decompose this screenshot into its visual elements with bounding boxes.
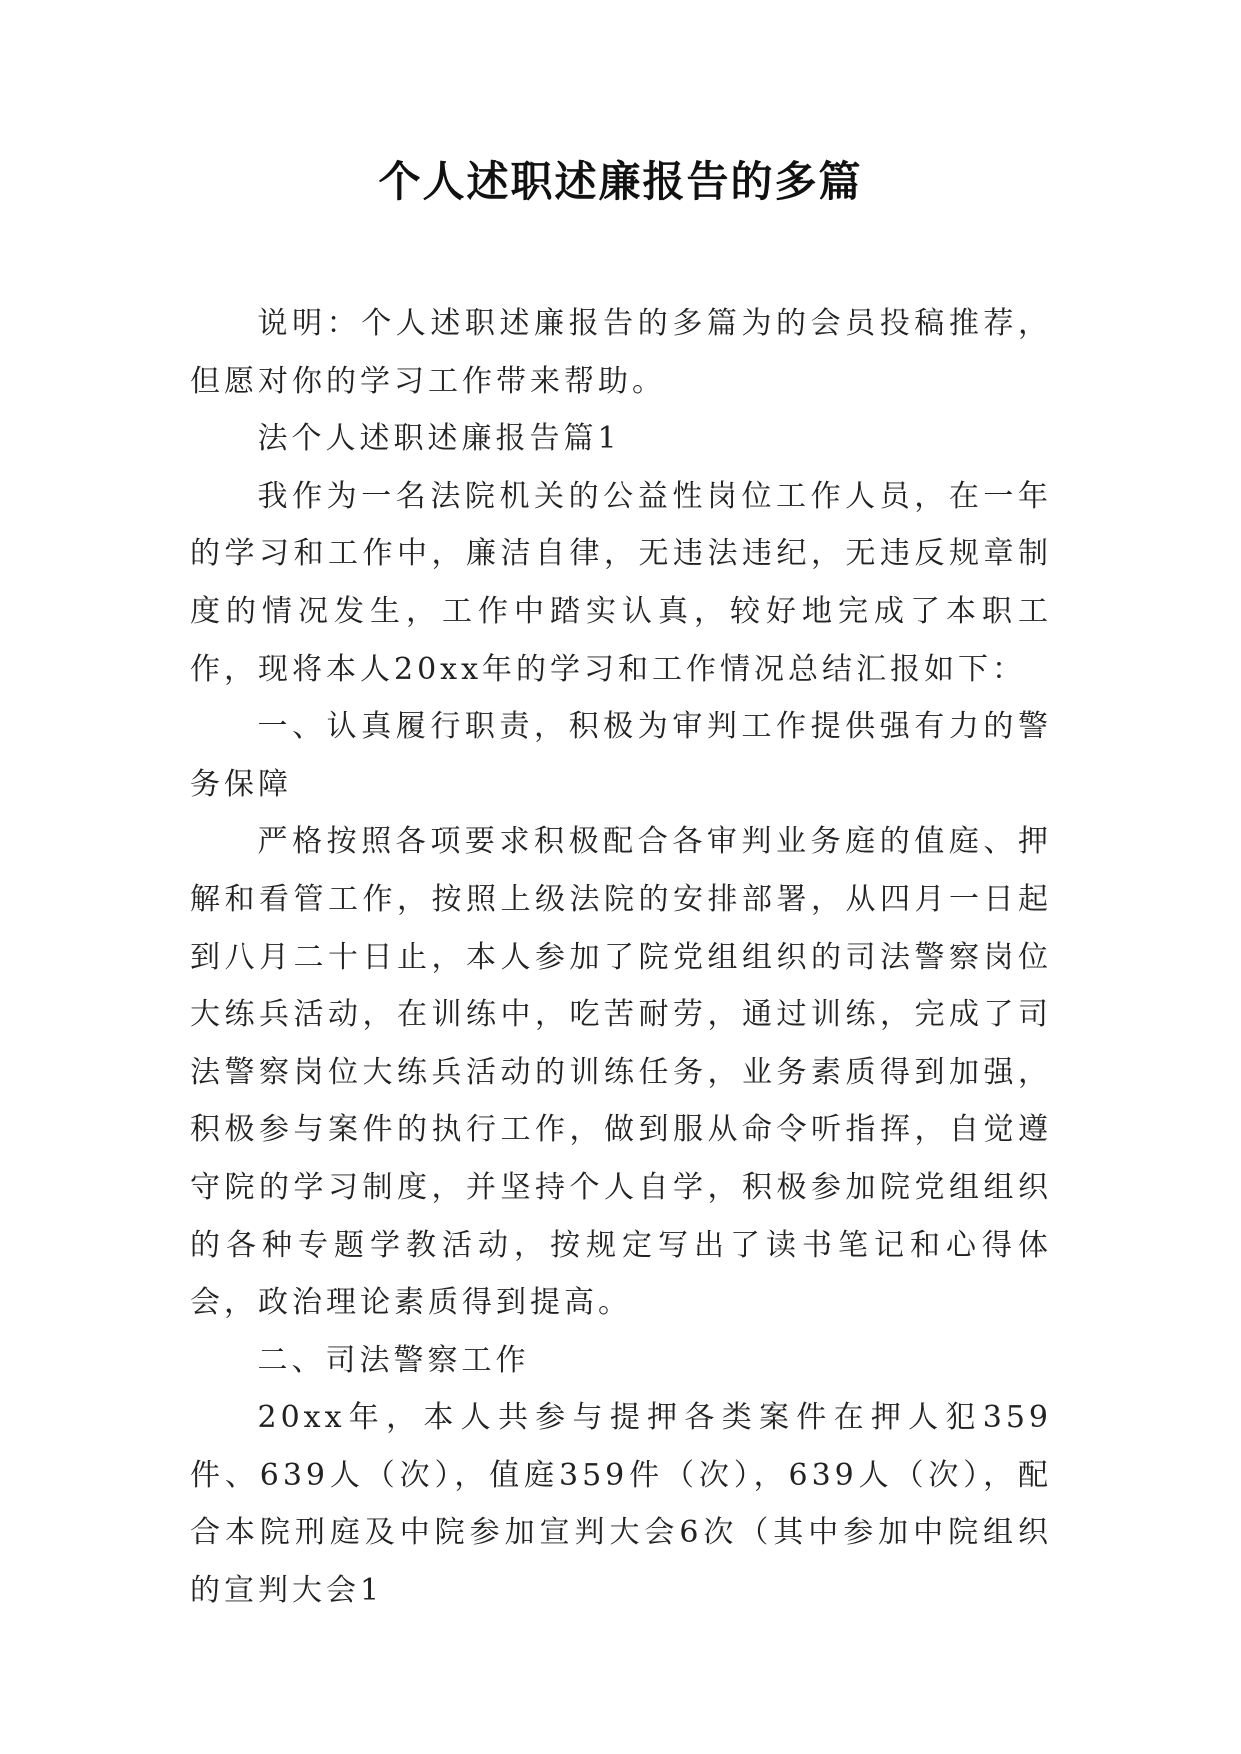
subsection-heading: 一、认真履行职责，积极为审判工作提供强有力的警务保障 [190,709,1052,802]
body-paragraph: 严格按照各项要求积极配合各审判业务庭的值庭、押解和看管工作，按照上级法院的安排部署，从四月一日起到八月二十日止，本人参加了院党组组织的司法警察岗位大练兵活动，在训练中，吃苦耐劳，通过训练，完成了司法警察岗位大练兵活动的训练任务，业务素质得到加强，积极参与案件的执行工作，做到服从命令听指挥，自觉遵守院的学习制度，并坚持个人自学，积极参加院党组组织的各种专题学教活动，按规定写出了读书笔记和心得体会，政治理论素质得到提高。 [190,824,1052,1321]
intro-paragraph: 说明：个人述职述廉报告的多篇为的会员投稿推荐，但愿对你的学习工作带来帮助。 [190,306,1052,399]
document-title: 个人述职述廉报告的多篇 [378,157,863,206]
section-title: 法个人述职述廉报告篇1 [257,421,621,457]
body-paragraph: 20xx年，本人共参与提押各类案件在押人犯359件、639人（次），值庭359件（次），639人（次），配合本院刑庭及中院参加宣判大会6次（其中参加中院组织的宣判大会1 [190,1400,1052,1609]
body-paragraph: 我作为一名法院机关的公益性岗位工作人员，在一年的学习和工作中，廉洁自律，无违法违纪，无违反规章制度的情况发生，工作中踏实认真，较好地完成了本职工作，现将本人20xx年的学习和工作情况总结汇报如下： [190,478,1052,687]
subsection-heading: 二、司法警察工作 [257,1342,530,1378]
document-body [190,295,1052,1620]
